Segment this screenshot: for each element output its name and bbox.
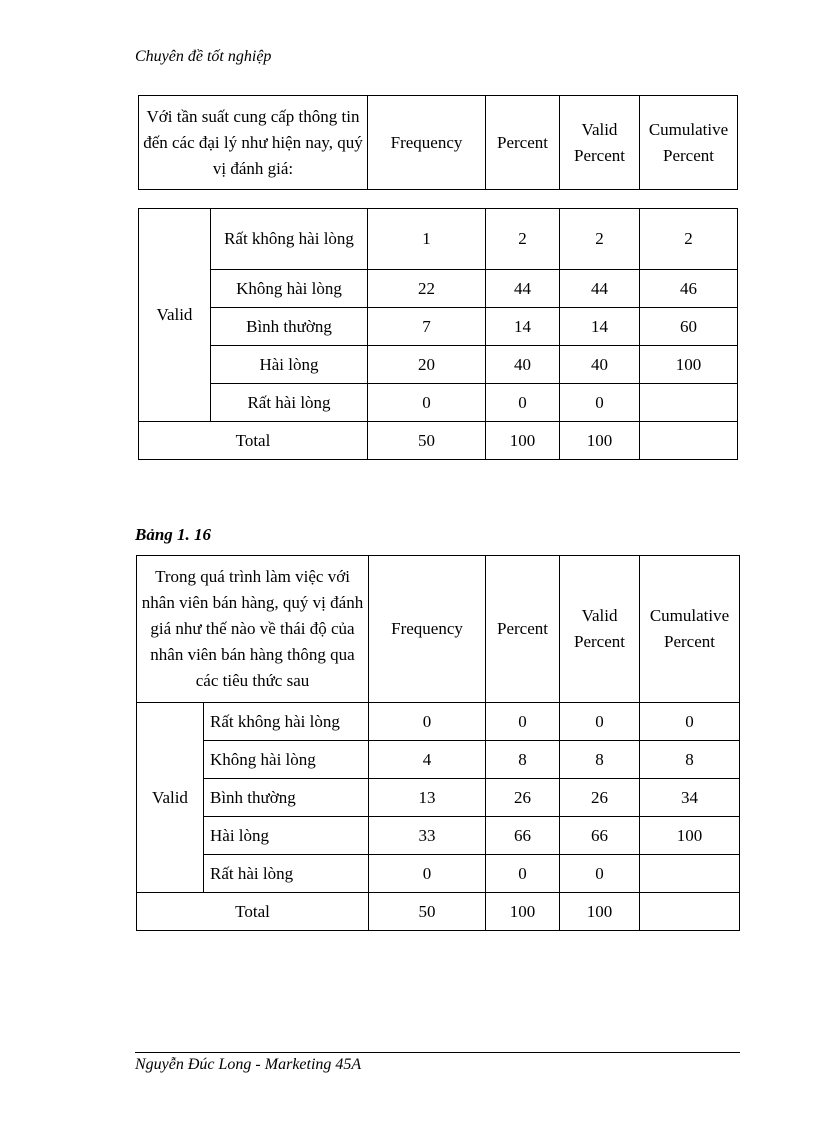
table-row bbox=[139, 384, 738, 422]
cell-cumulative-percent: 2 bbox=[640, 209, 738, 270]
row-label: Rất hài lòng bbox=[204, 855, 369, 893]
table2-col-frequency: Frequency bbox=[369, 556, 486, 703]
table2-group-label: Valid bbox=[137, 703, 204, 893]
row-label: Hài lòng bbox=[211, 346, 368, 384]
cell-frequency: 33 bbox=[369, 817, 486, 855]
page-header: Chuyên đề tốt nghiệp bbox=[135, 48, 272, 65]
table-row bbox=[139, 270, 738, 308]
row-label: Bình thường bbox=[211, 308, 368, 346]
table-row bbox=[139, 209, 738, 270]
table2-caption: Bảng 1. 16 bbox=[135, 525, 212, 544]
table-row bbox=[137, 817, 740, 855]
cell-valid-percent: 40 bbox=[560, 346, 640, 384]
cell-percent: 2 bbox=[486, 209, 560, 270]
cell-cumulative-percent: 0 bbox=[640, 703, 740, 741]
cell-valid-percent: 100 bbox=[560, 422, 640, 460]
cell-valid-percent: 8 bbox=[560, 741, 640, 779]
table-row bbox=[137, 703, 740, 741]
cell-percent: 100 bbox=[486, 893, 560, 931]
cell-frequency: 20 bbox=[368, 346, 486, 384]
table2-question: Trong quá trình làm việc với nhân viên bán hàng, quý vị đánh giá như thế nào về thái độ của nhân viên bán hàng thông qua các tiêu thức sau bbox=[137, 556, 369, 703]
cell-valid-percent: 26 bbox=[560, 779, 640, 817]
cell-percent: 14 bbox=[486, 308, 560, 346]
cell-cumulative-percent bbox=[640, 855, 740, 893]
row-label: Bình thường bbox=[204, 779, 369, 817]
cell-frequency: 13 bbox=[369, 779, 486, 817]
cell-cumulative-percent bbox=[640, 422, 738, 460]
table1-group-label: Valid bbox=[139, 209, 211, 422]
cell-percent: 0 bbox=[486, 855, 560, 893]
cell-cumulative-percent bbox=[640, 384, 738, 422]
cell-cumulative-percent: 34 bbox=[640, 779, 740, 817]
cell-percent: 40 bbox=[486, 346, 560, 384]
row-label: Không hài lòng bbox=[204, 741, 369, 779]
cell-percent: 44 bbox=[486, 270, 560, 308]
cell-valid-percent: 66 bbox=[560, 817, 640, 855]
table1-col-percent: Percent bbox=[486, 96, 560, 190]
cell-percent: 100 bbox=[486, 422, 560, 460]
row-label: Hài lòng bbox=[204, 817, 369, 855]
table1-body bbox=[138, 208, 738, 460]
table1-question: Với tần suất cung cấp thông tin đến các đại lý như hiện nay, quý vị đánh giá: bbox=[139, 96, 368, 190]
table1-col-frequency: Frequency bbox=[368, 96, 486, 190]
table2-col-cumulative-percent: Cumulative Percent bbox=[640, 556, 740, 703]
total-label: Total bbox=[137, 893, 369, 931]
cell-cumulative-percent: 8 bbox=[640, 741, 740, 779]
cell-cumulative-percent: 100 bbox=[640, 817, 740, 855]
cell-percent: 8 bbox=[486, 741, 560, 779]
cell-valid-percent: 44 bbox=[560, 270, 640, 308]
row-label: Rất hài lòng bbox=[211, 384, 368, 422]
row-label: Rất không hài lòng bbox=[204, 703, 369, 741]
row-label: Không hài lòng bbox=[211, 270, 368, 308]
page-footer: Nguyễn Đúc Long - Marketing 45A bbox=[135, 1056, 362, 1073]
cell-cumulative-percent bbox=[640, 893, 740, 931]
cell-frequency: 50 bbox=[369, 893, 486, 931]
table-row bbox=[139, 308, 738, 346]
cell-frequency: 0 bbox=[369, 703, 486, 741]
cell-percent: 0 bbox=[486, 703, 560, 741]
total-label: Total bbox=[139, 422, 368, 460]
cell-valid-percent: 14 bbox=[560, 308, 640, 346]
cell-cumulative-percent: 100 bbox=[640, 346, 738, 384]
cell-cumulative-percent: 46 bbox=[640, 270, 738, 308]
cell-frequency: 50 bbox=[368, 422, 486, 460]
table-row bbox=[137, 741, 740, 779]
table-row bbox=[139, 346, 738, 384]
cell-percent: 0 bbox=[486, 384, 560, 422]
cell-frequency: 1 bbox=[368, 209, 486, 270]
cell-percent: 26 bbox=[486, 779, 560, 817]
table2-col-valid-percent: Valid Percent bbox=[560, 556, 640, 703]
table1-col-cumulative-percent: Cumulative Percent bbox=[640, 96, 738, 190]
table1-col-valid-percent: Valid Percent bbox=[560, 96, 640, 190]
cell-frequency: 0 bbox=[369, 855, 486, 893]
table-row bbox=[137, 779, 740, 817]
table-row-total bbox=[137, 893, 740, 931]
cell-valid-percent: 0 bbox=[560, 384, 640, 422]
cell-percent: 66 bbox=[486, 817, 560, 855]
cell-valid-percent: 0 bbox=[560, 855, 640, 893]
table-row bbox=[137, 855, 740, 893]
cell-valid-percent: 100 bbox=[560, 893, 640, 931]
table2-col-percent: Percent bbox=[486, 556, 560, 703]
cell-cumulative-percent: 60 bbox=[640, 308, 738, 346]
cell-frequency: 4 bbox=[369, 741, 486, 779]
footer-divider bbox=[135, 1052, 740, 1053]
cell-frequency: 22 bbox=[368, 270, 486, 308]
table1-header bbox=[138, 95, 738, 190]
row-label: Rất không hài lòng bbox=[211, 209, 368, 270]
cell-frequency: 0 bbox=[368, 384, 486, 422]
table-row-total bbox=[139, 422, 738, 460]
cell-valid-percent: 0 bbox=[560, 703, 640, 741]
cell-frequency: 7 bbox=[368, 308, 486, 346]
cell-valid-percent: 2 bbox=[560, 209, 640, 270]
table2 bbox=[136, 555, 740, 931]
